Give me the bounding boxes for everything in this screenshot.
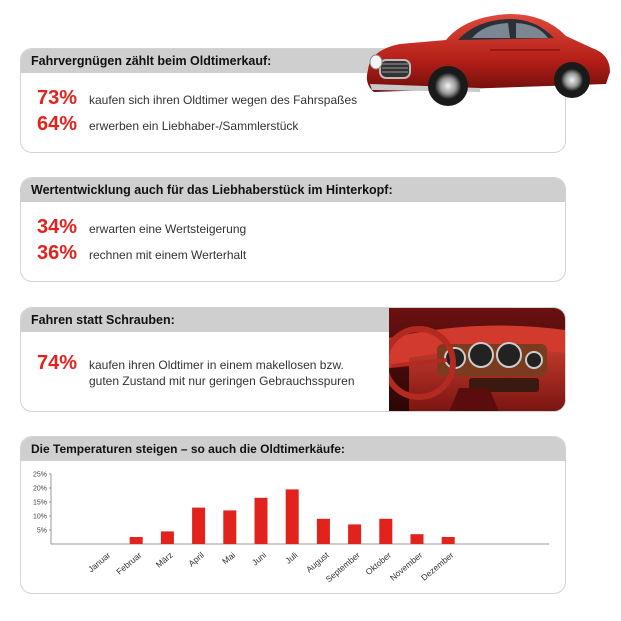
x-tick-label: Februar — [114, 549, 144, 577]
stat-text: kaufen sich ihren Oldtimer wegen des Fahrspaßes — [89, 93, 358, 107]
x-tick-label: Oktober — [363, 549, 394, 577]
stat-value: 36% — [37, 242, 78, 264]
bar — [286, 489, 299, 544]
bar — [255, 498, 268, 544]
stat-value: 74% — [37, 352, 78, 374]
bar — [379, 519, 392, 544]
bar — [348, 524, 361, 544]
section-title: Die Temperaturen steigen – so auch die Oldtimerkäufe: — [21, 437, 565, 461]
stat-text-line: guten Zustand mit nur geringen Gebrauchsspuren — [89, 374, 355, 388]
section-value-development — [20, 177, 566, 282]
bar — [411, 534, 424, 544]
y-tick-label: 25% — [32, 471, 47, 479]
x-tick-label: April — [186, 549, 206, 569]
x-tick-label: November — [387, 549, 425, 583]
y-tick-label: 10% — [32, 513, 47, 521]
stat-row — [37, 87, 357, 110]
stat-text: rechnen mit einem Werterhalt — [89, 248, 247, 262]
stat-row — [37, 352, 355, 389]
section-title: Fahren statt Schrauben: — [21, 308, 391, 332]
y-tick-label: 5% — [36, 527, 47, 535]
bar — [192, 508, 205, 544]
stat-value: 34% — [37, 216, 78, 238]
section-title: Wertentwicklung auch für das Liebhaberstück im Hinterkopf: — [21, 178, 565, 202]
stat-row — [37, 113, 298, 136]
x-tick-label: Juli — [283, 549, 300, 566]
classic-car-image — [360, 10, 616, 119]
x-tick-label: Januar — [85, 549, 113, 575]
stat-text — [89, 357, 355, 389]
bar — [442, 537, 455, 544]
section-drive-not-repair — [20, 307, 566, 412]
x-tick-label: September — [323, 549, 362, 585]
x-tick-label: März — [153, 549, 175, 570]
y-tick-label: 15% — [32, 499, 47, 507]
bar — [130, 537, 143, 544]
monthly-bar-chart — [21, 461, 565, 593]
stat-text-line: kaufen ihren Oldtimer in einem makellosen bzw. — [89, 358, 344, 372]
x-tick-label: August — [303, 549, 331, 575]
bar — [317, 519, 330, 544]
section-monthly-purchases — [20, 436, 566, 594]
stat-text: erwerben ein Liebhaber-/Sammlerstück — [89, 119, 299, 133]
section-title: Fahrvergnügen zählt beim Oldtimerkauf: — [21, 49, 565, 73]
x-tick-label: Dezember — [419, 549, 456, 583]
bar — [161, 531, 174, 544]
stat-row — [37, 216, 246, 239]
x-tick-label: Mai — [220, 549, 238, 567]
y-tick-label: 20% — [32, 485, 47, 493]
stat-value: 73% — [37, 87, 78, 109]
car-interior-image — [389, 308, 565, 412]
stat-text: erwarten eine Wertsteigerung — [89, 222, 247, 236]
x-tick-label: Juni — [249, 549, 269, 568]
stat-row — [37, 242, 246, 265]
bar — [223, 510, 236, 544]
stat-value: 64% — [37, 113, 78, 135]
